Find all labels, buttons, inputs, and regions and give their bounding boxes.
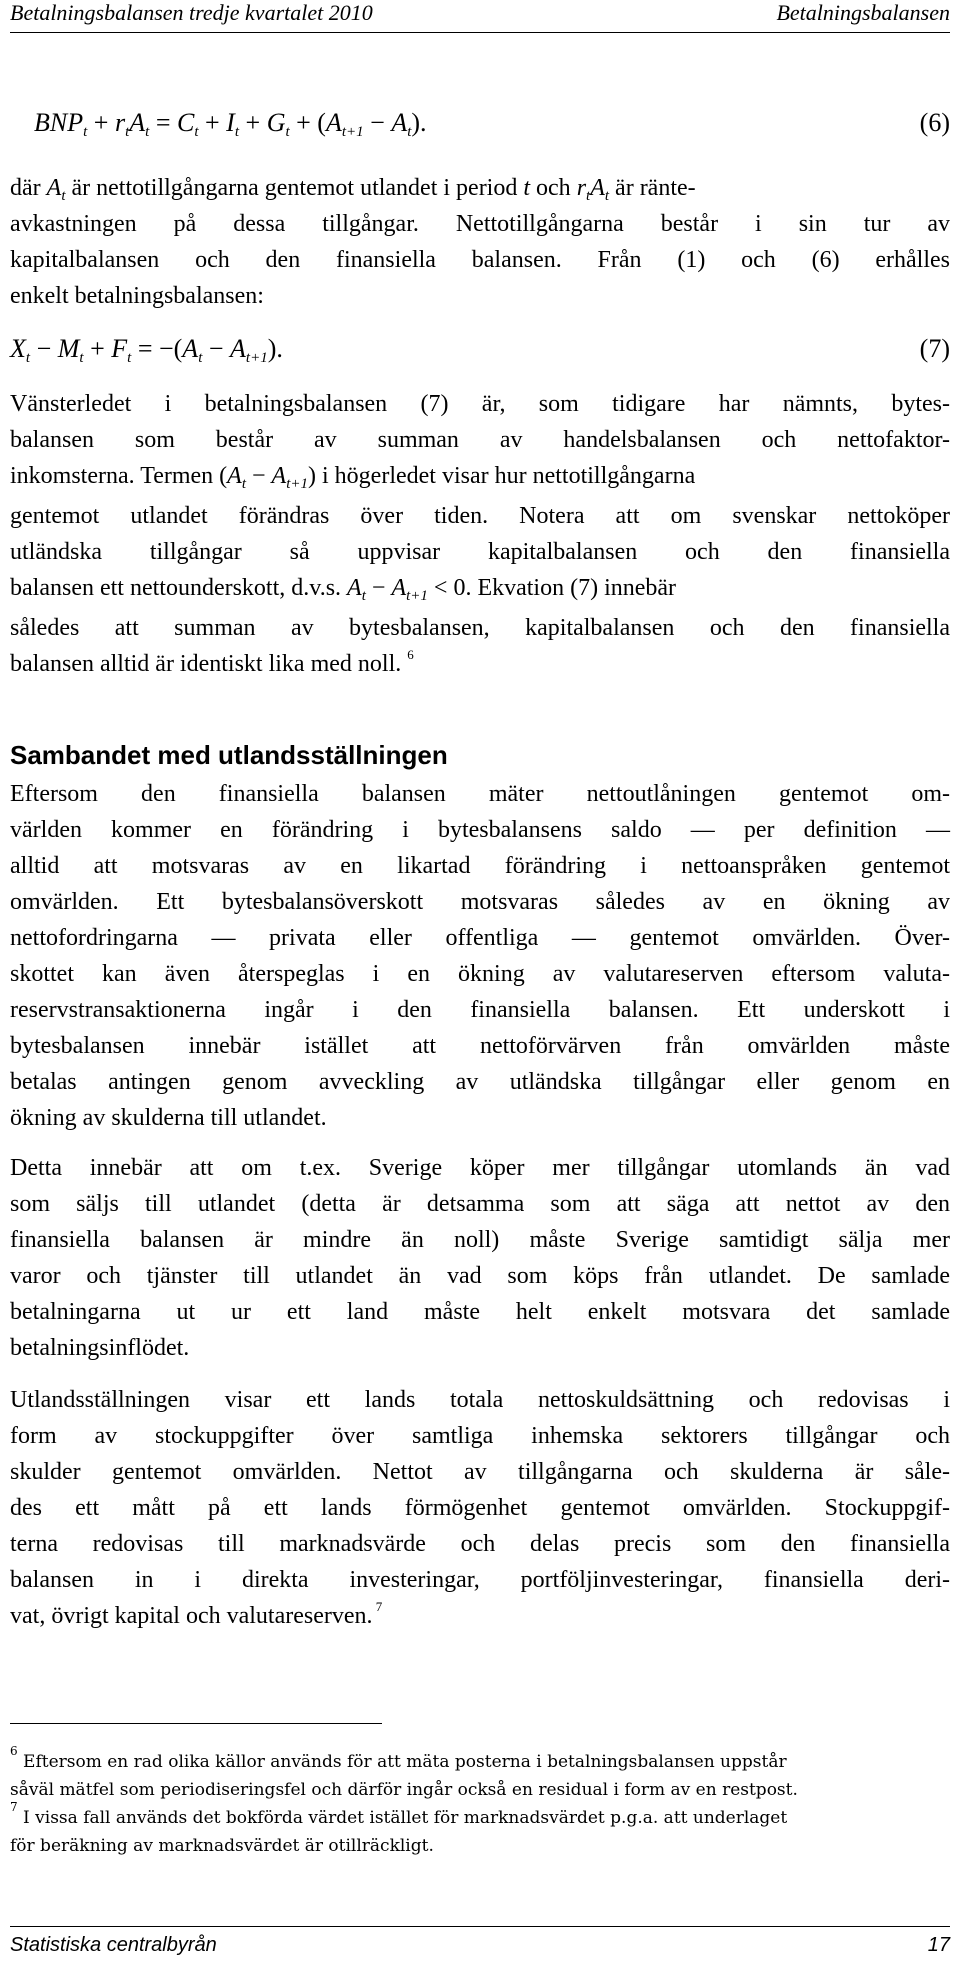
header-title-right: Betalningsbalansen <box>776 0 950 25</box>
text-line: avkastningen på dessa tillgångar. Nettotillgångarna består i sin tur av <box>10 211 950 237</box>
equation-7-number: (7) <box>919 334 950 363</box>
section-paragraph-3 <box>10 1382 950 1634</box>
text-line: varor och tjänster till utlandet än vad som köps från utlandet. De samlade <box>10 1263 950 1289</box>
text-line: Utlandsställningen visar ett lands totala nettoskuldsättning och redovisas i <box>10 1387 950 1413</box>
footnote-6: $^6$ Eftersom en rad olika källor används för att mäta posterna i betalningsbalansen uppstår såväl mätfel som periodiseringsfel och därför ingår också en residual i form av en restpost. <box>10 1744 798 1800</box>
text-line: vat, övrigt kapital och valutareserven. $^7$ <box>10 1599 383 1629</box>
text-line: utländska tillgångar så uppvisar kapitalbalansen och den finansiella <box>10 539 950 565</box>
section-paragraph-1 <box>10 776 950 1136</box>
equation-6: $BNP_t + r_tA_t = C_t + I_t + G_t + (A_{t+1} - A_t)$. (6) <box>34 108 950 140</box>
footnotes <box>10 1744 950 1860</box>
text-line: betalningsinflödet. <box>10 1335 190 1361</box>
paragraph-eq7-explanation <box>10 386 950 682</box>
text-line: betalas antingen genom avveckling av utländska tillgångar eller genom en <box>10 1069 950 1095</box>
text-line: bytesbalansen innebär istället att nettoförvärven från omvärlden måste <box>10 1033 950 1059</box>
text-line: balansen som består av summan av handelsbalansen och nettofaktor- <box>10 427 950 453</box>
section-heading: Sambandet med utlandsställningen <box>10 740 448 770</box>
text-line: reservstransaktionerna ingår i den finansiella balansen. Ett underskott i <box>10 997 950 1023</box>
eq6-bnp: BNP <box>34 108 84 137</box>
text-line: skottet kan även återspeglas i en ökning av valutareserven eftersom valuta- <box>10 961 950 987</box>
footnote-rule <box>10 1723 382 1724</box>
header-rule <box>10 32 950 33</box>
text-line: des ett mått på ett lands förmögenhet gentemot omvärlden. Stockuppgif- <box>10 1495 950 1521</box>
text-line: inkomsterna. Termen $(A_t - A_{t+1})$ i högerledet visar hur nettotillgångarna <box>10 463 696 492</box>
text-line: nettofordringarna — privata eller offentliga — gentemot omvärlden. Över- <box>10 925 950 951</box>
text-line: världen kommer en förändring i bytesbalansens saldo — per definition — <box>10 817 950 843</box>
text-line: omvärlden. Ett bytesbalansöverskott motsvaras således av en ökning av <box>10 889 950 915</box>
text-line: Vänsterledet i betalningsbalansen (7) är, som tidigare har nämnts, bytes- <box>10 391 950 417</box>
text-line: terna redovisas till marknadsvärde och delas precis som den finansiella <box>10 1531 950 1557</box>
footnote-7: $^7$ I vissa fall används det bokförda värdet istället för marknadsvärdet p.g.a. att underlaget för beräkning av marknadsvärdet är otillräckligt. <box>10 1800 788 1856</box>
text-line: som säljs till utlandet (detta är detsamma som att säga att nettot av den <box>10 1191 950 1217</box>
page <box>10 0 950 1969</box>
text-line: enkelt betalningsbalansen: <box>10 283 264 309</box>
text-line: form av stockuppgifter över samtliga inhemska sektorers tillgångar och <box>10 1423 950 1449</box>
section-paragraph-2 <box>10 1150 950 1366</box>
page-number: 17 <box>927 1934 950 1956</box>
footnote-ref-7[interactable]: 7 <box>372 1599 383 1614</box>
text-line: balansen ett nettounderskott, d.v.s. $A_t - A_{t+1} < 0$. Ekvation (7) innebär <box>10 575 677 604</box>
text-line: Eftersom den finansiella balansen mäter nettoutlåningen gentemot om- <box>10 781 950 807</box>
text-line: där $A_t$ är nettotillgångarna gentemot utlandet i period t och $r_tA_t$ är ränte- <box>10 175 696 204</box>
text-line: alltid att motsvaras av en likartad förändring i nettoanspråken gentemot <box>10 853 950 879</box>
text-line: ökning av skulderna till utlandet. <box>10 1105 327 1131</box>
text-line: balansen alltid är identiskt lika med noll. $^6$ <box>10 647 414 677</box>
text-line: balansen in i direkta investeringar, portföljinvesteringar, finansiella deri- <box>10 1567 950 1593</box>
footer-rule <box>10 1926 950 1927</box>
text-line: gentemot utlandet förändras över tiden. Notera att om svenskar nettoköper <box>10 503 950 529</box>
text-line: finansiella balansen är mindre än noll) måste Sverige samtidigt sälja mer <box>10 1227 950 1253</box>
equation-6-number: (6) <box>919 108 950 137</box>
footnote-ref-6[interactable]: 6 <box>407 647 414 662</box>
paragraph-eq6-explanation <box>10 170 950 314</box>
equation-7: $X_t - M_t + F_t = -(A_t - A_{t+1})$. (7) <box>10 334 950 366</box>
footer-publisher: Statistiska centralbyrån <box>10 1934 217 1956</box>
running-header <box>10 0 950 30</box>
header-title-left: Betalningsbalansen tredje kvartalet 2010 <box>10 0 373 25</box>
text-line: kapitalbalansen och den finansiella balansen. Från (1) och (6) erhålles <box>10 247 950 273</box>
text-line: Detta innebär att om t.ex. Sverige köper mer tillgångar utomlands än vad <box>10 1155 950 1181</box>
text-line: skulder gentemot omvärlden. Nettot av tillgångarna och skulderna är såle- <box>10 1459 950 1485</box>
text-line: betalningarna ut ur ett land måste helt enkelt motsvara det samlade <box>10 1299 950 1325</box>
text-line: således att summan av bytesbalansen, kapitalbalansen och den finansiella <box>10 615 950 641</box>
